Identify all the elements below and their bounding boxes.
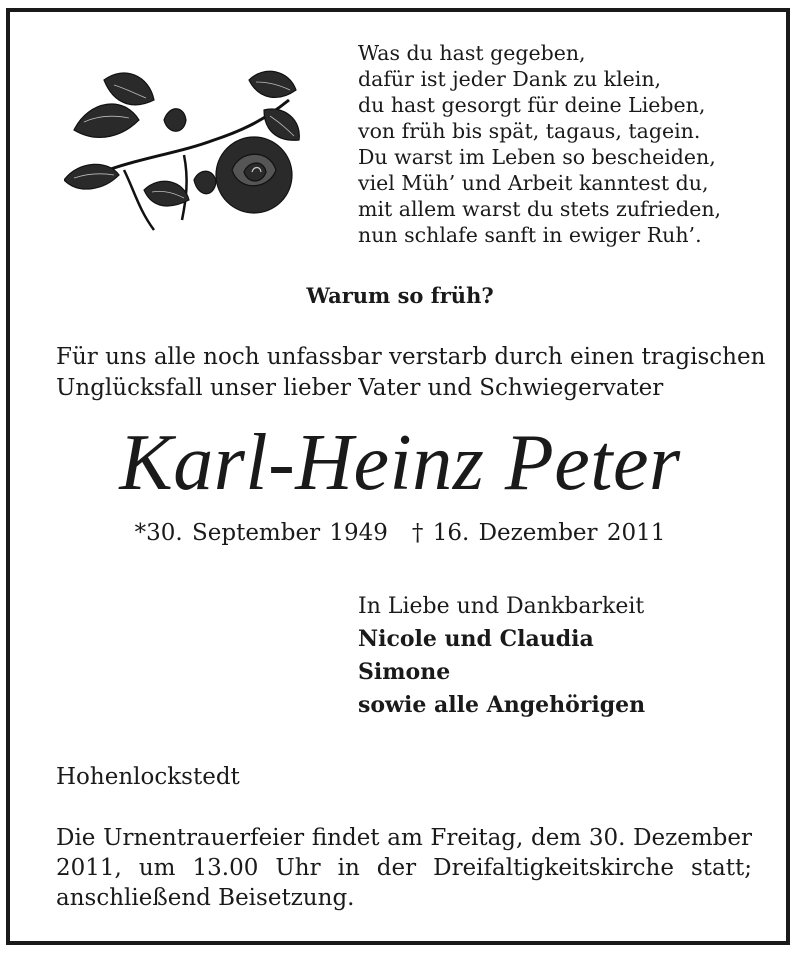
death-date: † 16. Dezember 2011 [411, 520, 666, 546]
poem-line: mit allem warst du stets zufrieden, [358, 197, 722, 221]
intro-text [56, 342, 776, 404]
poem-line: du hast gesorgt für deine Lieben, [358, 93, 706, 117]
memorial-poem [358, 40, 778, 248]
poem-line: von früh bis spät, tagaus, tagein. [358, 119, 701, 143]
town-name: Hohenlockstedt [56, 764, 240, 790]
signoff-block [358, 590, 778, 722]
mourner-line: Nicole und Claudia [358, 626, 594, 652]
poem-line: Du warst im Leben so bescheiden, [358, 145, 716, 169]
intro-line: Unglücksfall unser lieber Vater und Schwiegervater [56, 375, 664, 401]
intro-line: Für uns alle noch unfassbar verstarb durch einen tragischen [56, 344, 766, 370]
life-dates [0, 520, 800, 546]
signoff-phrase: In Liebe und Dankbarkeit [358, 594, 645, 619]
poem-line: nun schlafe sanft in ewiger Ruh’. [358, 223, 702, 247]
poem-line: Was du hast gegeben, [358, 41, 586, 65]
service-notice: Die Urnentrauerfeier findet am Freitag, dem 30. Dezember 2011, um 13.00 Uhr in der Dreifaltigkeitskirche statt; anschließend Beisetzung. [56, 825, 752, 911]
birth-date: *30. September 1949 [134, 520, 388, 546]
rose-ornament-icon [64, 60, 304, 240]
poem-line: dafür ist jeder Dank zu klein, [358, 67, 662, 91]
deceased-name: Karl-Heinz Peter [119, 419, 681, 507]
poem-line: viel Müh’ und Arbeit kanntest du, [358, 171, 709, 195]
question-heading: Warum so früh? [306, 283, 494, 308]
mourner-line: Simone [358, 659, 451, 685]
mourner-line: sowie alle Angehörigen [358, 692, 646, 718]
